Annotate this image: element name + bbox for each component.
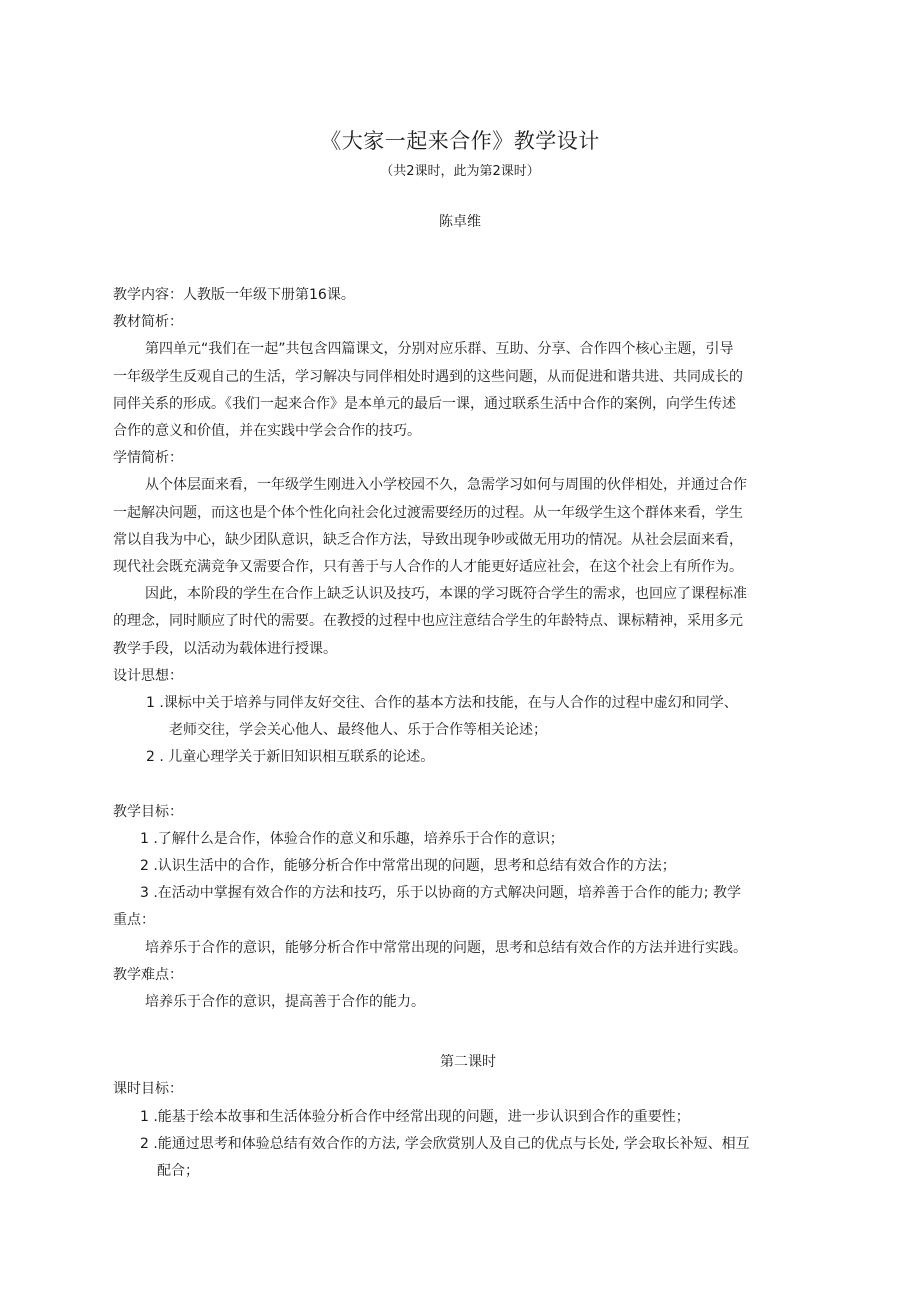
document-subtitle: （共2课时，此为第2课时） bbox=[380, 164, 540, 179]
goals-heading: 教学目标： bbox=[113, 803, 183, 820]
difficulty-text: 培养乐于合作的意识，提高善于合作的能力。 bbox=[145, 994, 425, 1011]
lesson-goal-item-continued: 配合； bbox=[157, 1163, 199, 1180]
material-line: 合作的意义和价值，并在实践中学会合作的技巧。 bbox=[113, 423, 421, 440]
material-heading: 教材简析： bbox=[113, 314, 183, 331]
learner-line: 一起解决问题，而这也是个体个性化向社会化过渡需要经历的过程。从一年级学生这个群体来看，学生 bbox=[113, 504, 743, 521]
learner-line: 从个体层面来看，一年级学生刚进入小学校园不久，急需学习如何与周围的伙伴相处，并通过合作 bbox=[145, 477, 747, 494]
goal-item: 2 .认识生活中的合作，能够分析合作中常常出现的问题，思考和总结有效合作的方法； bbox=[140, 858, 676, 875]
learner-heading: 学情简析： bbox=[113, 450, 183, 467]
goal-item: 3 .在活动中掌握有效合作的方法和技巧，乐于以协商的方式解决问题，培养善于合作的能力; 教学 bbox=[140, 885, 741, 902]
material-line: 同伴关系的形成。《我们一起来合作》是本单元的最后一课，通过联系生活中合作的案例，向学生传述 bbox=[113, 395, 736, 412]
design-item-continued: 老师交往，学会关心他人、最终他人、乐于合作等相关论述； bbox=[169, 722, 547, 739]
document-body bbox=[113, 282, 823, 1185]
document-title: 《大家一起来合作》教学设计 bbox=[320, 129, 600, 153]
material-line: 一年级学生反观自己的生活，学习解决与同伴相处时遇到的这些问题，从而促进和谐共进、共同成长的 bbox=[113, 368, 743, 385]
key-text: 培养乐于合作的意识，能够分析合作中常常出现的问题，思考和总结有效合作的方法并进行实践。 bbox=[145, 939, 747, 956]
key-heading: 重点： bbox=[113, 912, 155, 929]
design-item: 2 . 儿童心理学关于新旧知识相互联系的论述。 bbox=[146, 749, 435, 766]
lesson-goal-item: 2 .能通过思考和体验总结有效合作的方法, 学会欣赏别人及自己的优点与长处, 学会取长补短、相互 bbox=[140, 1135, 750, 1152]
goal-item: 1 .了解什么是合作，体验合作的意义和乐趣，培养乐于合作的意识； bbox=[140, 830, 564, 847]
learner-line: 因此，本阶段的学生在合作上缺乏认识及技巧，本课的学习既符合学生的需求，也回应了课程标准 bbox=[145, 586, 747, 603]
material-line: 第四单元“我们在一起”共包含四篇课文，分别对应乐群、互助、分享、合作四个核心主题，引导 bbox=[145, 341, 734, 358]
spacer bbox=[113, 1016, 823, 1049]
lesson-goals-heading: 课时目标： bbox=[113, 1081, 183, 1098]
lesson-goal-item: 1 .能基于绘本故事和生活体验分析合作中经常出现的问题，进一步认识到合作的重要性； bbox=[140, 1108, 690, 1125]
design-item: 1 .课标中关于培养与同伴友好交往、合作的基本方法和技能，在与人合作的过程中虚幻和同学、 bbox=[146, 695, 738, 712]
design-heading: 设计思想： bbox=[113, 667, 183, 684]
difficulty-heading: 教学难点： bbox=[113, 966, 183, 983]
learner-line: 现代社会既充满竞争又需要合作，只有善于与人合作的人才能更好适应社会，在这个社会上有所作为。 bbox=[113, 559, 743, 576]
spacer bbox=[113, 772, 823, 799]
learner-line: 教学手段，以活动为载体进行授课。 bbox=[113, 640, 337, 657]
learner-line: 的理念，同时顺应了时代的需要。在教授的过程中也应注意结合学生的年龄特点、课标精神，采用多元 bbox=[113, 613, 743, 630]
document-author: 陈卓维 bbox=[439, 214, 481, 230]
learner-line: 常以自我为中心，缺少团队意识，缺乏合作方法，导致出现争吵或做无用功的情况。从社会层面来看， bbox=[113, 531, 743, 548]
teaching-content-line: 教学内容：人教版一年级下册第16课。 bbox=[113, 287, 355, 303]
lesson-heading: 第二课时 bbox=[440, 1054, 496, 1071]
